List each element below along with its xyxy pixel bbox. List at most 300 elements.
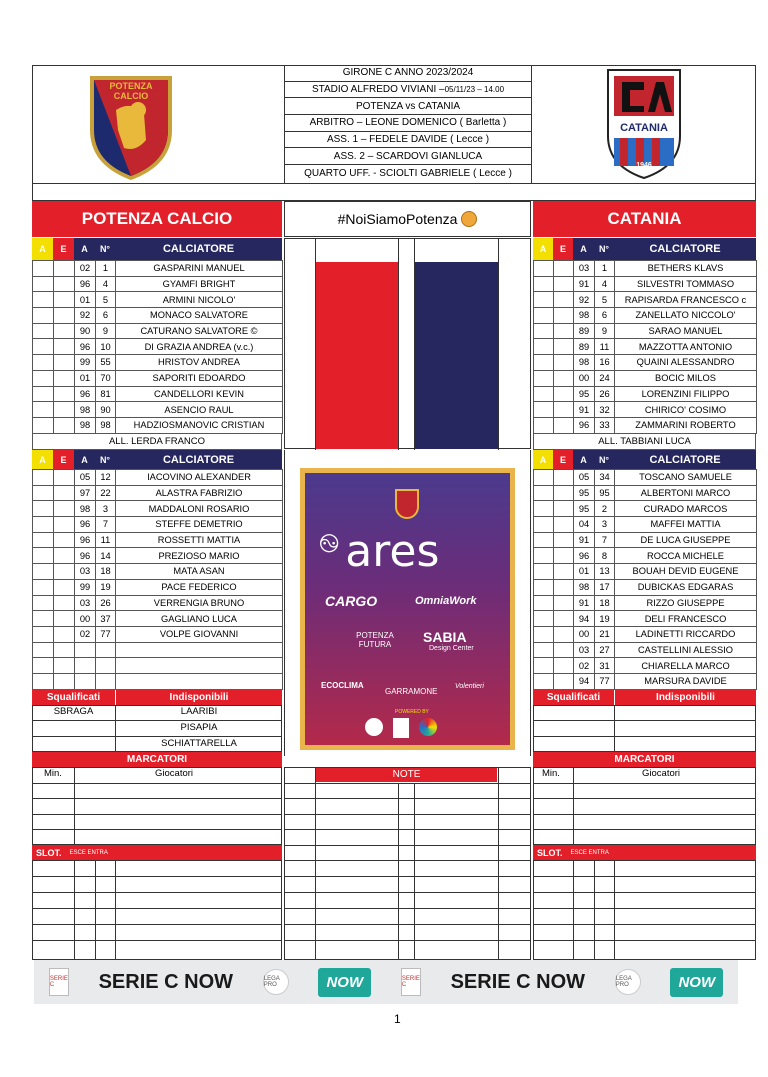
home-indisponibili-header: Indisponibili xyxy=(116,689,282,705)
birth-year-cell: 95 xyxy=(574,501,595,517)
player-name-cell: DELI FRANCESCO xyxy=(615,611,757,627)
ares-text: ares xyxy=(345,525,440,577)
birth-year-cell: 03 xyxy=(75,564,96,580)
birth-year-cell: 98 xyxy=(75,402,96,418)
shirt-number-cell xyxy=(96,673,116,689)
shirt-number-cell: 12 xyxy=(96,470,116,486)
birth-year-cell: 02 xyxy=(75,626,96,642)
yellow-card-cell xyxy=(33,470,54,486)
yellow-card-cell xyxy=(33,595,54,611)
home-sub-col-a: A xyxy=(74,450,95,469)
expulsion-cell xyxy=(554,626,574,642)
expulsion-cell xyxy=(554,386,574,402)
home-sub-col-n: N° xyxy=(95,450,115,469)
home-col-e: E xyxy=(53,238,74,260)
birth-year-cell: 91 xyxy=(574,532,595,548)
birth-year-cell: 89 xyxy=(574,339,595,355)
spiral-icon: ࿊ xyxy=(319,527,340,558)
yellow-card-cell xyxy=(534,370,554,386)
home-starters-table xyxy=(32,260,283,434)
expulsion-cell xyxy=(54,548,75,564)
birth-year-cell: 96 xyxy=(75,548,96,564)
player-name-cell: ALASTRA FABRIZIO xyxy=(116,485,283,501)
expulsion-cell xyxy=(54,642,75,658)
birth-year-cell: 99 xyxy=(75,579,96,595)
shirt-number-cell: 37 xyxy=(96,611,116,627)
home-team-title: POTENZA CALCIO xyxy=(32,201,282,237)
banner-item-1 xyxy=(34,960,386,1004)
away-sub-col-n: N° xyxy=(594,450,614,469)
birth-year-cell: 96 xyxy=(75,386,96,402)
yellow-card-cell xyxy=(534,642,554,658)
birth-year-cell: 05 xyxy=(75,470,96,486)
note-header: NOTE xyxy=(316,767,497,782)
birth-year-cell: 96 xyxy=(75,339,96,355)
expulsion-cell xyxy=(54,339,75,355)
player-name-cell: CANDELLORI KEVIN xyxy=(116,386,283,402)
now-logo-1: NOW xyxy=(318,968,371,997)
shirt-number-cell: 9 xyxy=(595,323,615,339)
yellow-card-cell xyxy=(33,485,54,501)
yellow-card-cell xyxy=(33,339,54,355)
shirt-number-cell: 70 xyxy=(96,370,116,386)
shirt-number-cell: 2 xyxy=(595,501,615,517)
birth-year-cell: 96 xyxy=(75,532,96,548)
birth-year-cell: 96 xyxy=(574,548,595,564)
player-name-cell: DI GRAZIA ANDREA (v.c.) xyxy=(116,339,283,355)
birth-year-cell: 97 xyxy=(75,485,96,501)
shirt-number-cell: 5 xyxy=(595,292,615,308)
yellow-card-cell xyxy=(33,323,54,339)
expulsion-cell xyxy=(54,292,75,308)
yellow-card-cell xyxy=(33,355,54,371)
away-slot-label: SLOT. xyxy=(537,847,563,858)
away-slot-box xyxy=(533,860,756,960)
home-slot-header xyxy=(32,845,282,860)
shirt-number-cell: 18 xyxy=(595,595,615,611)
player-name-cell: QUAINI ALESSANDRO xyxy=(615,355,757,371)
away-col-a: A xyxy=(573,238,594,260)
birth-year-cell: 01 xyxy=(574,564,595,580)
shirt-number-cell: 13 xyxy=(595,564,615,580)
yellow-card-cell xyxy=(33,611,54,627)
yellow-card-cell xyxy=(33,308,54,324)
birth-year-cell: 03 xyxy=(75,595,96,611)
yellow-card-cell xyxy=(534,548,554,564)
away-sub-col-a-yellow: A xyxy=(533,450,553,469)
shirt-number-cell: 32 xyxy=(595,402,615,418)
home-col-n: N° xyxy=(95,238,115,260)
away-color-bar xyxy=(415,262,498,449)
middle-lineup-grid xyxy=(284,238,531,449)
shirt-number-cell: 34 xyxy=(595,470,615,486)
yellow-card-cell xyxy=(33,417,54,433)
away-starters-row xyxy=(534,323,757,339)
home-subs-row xyxy=(33,579,283,595)
player-name-cell: ARMINI NICOLO' xyxy=(116,292,283,308)
yellow-card-cell xyxy=(33,532,54,548)
home-starters-row xyxy=(33,292,283,308)
player-name-cell: PREZIOSO MARIO xyxy=(116,548,283,564)
expulsion-cell xyxy=(54,595,75,611)
birth-year-cell: 00 xyxy=(75,611,96,627)
away-starters-row xyxy=(534,339,757,355)
home-subs-row xyxy=(33,485,283,501)
away-unavailable-box xyxy=(533,705,756,752)
home-color-bar xyxy=(316,262,398,449)
away-subs-row xyxy=(534,642,757,658)
expulsion-cell xyxy=(554,370,574,386)
expulsion-cell xyxy=(554,595,574,611)
shirt-number-cell: 7 xyxy=(96,517,116,533)
expulsion-cell xyxy=(54,355,75,371)
info-assistant-2: ASS. 2 – SCARDOVI GIANLUCA xyxy=(285,148,531,165)
expulsion-cell xyxy=(54,501,75,517)
player-name-cell: ZAMMARINI ROBERTO xyxy=(615,417,757,433)
expulsion-cell xyxy=(554,501,574,517)
birth-year-cell xyxy=(75,642,96,658)
birth-year-cell: 92 xyxy=(574,292,595,308)
away-subs-row xyxy=(534,532,757,548)
yellow-card-cell xyxy=(534,470,554,486)
shirt-number-cell: 4 xyxy=(96,276,116,292)
home-starters-row xyxy=(33,339,283,355)
yellow-card-cell xyxy=(534,673,554,689)
yellow-card-cell xyxy=(33,292,54,308)
expulsion-cell xyxy=(54,485,75,501)
player-name-cell: DUBICKAS EDGARAS xyxy=(615,579,757,595)
expulsion-cell xyxy=(554,355,574,371)
home-min-label: Min. xyxy=(44,768,62,779)
home-team-logo xyxy=(86,70,176,182)
away-subs-table xyxy=(533,469,757,690)
yellow-card-cell xyxy=(534,564,554,580)
shirt-number-cell: 6 xyxy=(595,308,615,324)
player-name-cell: ROSSETTI MATTIA xyxy=(116,532,283,548)
yellow-card-cell xyxy=(33,579,54,595)
away-starters-row xyxy=(534,417,757,433)
expulsion-cell xyxy=(554,517,574,533)
away-starters-table xyxy=(533,260,757,434)
shirt-number-cell: 17 xyxy=(595,579,615,595)
birth-year-cell xyxy=(75,658,96,674)
home-logo-text: POTENZA CALCIO xyxy=(109,81,153,101)
away-starters-row xyxy=(534,308,757,324)
birth-year-cell: 99 xyxy=(75,355,96,371)
yellow-card-cell xyxy=(33,402,54,418)
player-name-cell: SILVESTRI TOMMASO xyxy=(615,276,757,292)
away-subs-row xyxy=(534,517,757,533)
yellow-card-cell xyxy=(33,517,54,533)
expulsion-cell xyxy=(554,323,574,339)
home-subs-row xyxy=(33,626,283,642)
expulsion-cell xyxy=(54,323,75,339)
shirt-number-cell: 22 xyxy=(96,485,116,501)
match-info xyxy=(285,65,531,182)
yellow-card-cell xyxy=(33,642,54,658)
away-slot-header xyxy=(533,845,756,860)
banner-item-2 xyxy=(386,960,738,1004)
cargo-logo: CARGO xyxy=(325,593,378,609)
shirt-number-cell: 7 xyxy=(595,532,615,548)
player-name-cell: ZANELLATO NICCOLO' xyxy=(615,308,757,324)
home-subs-row xyxy=(33,564,283,580)
away-logo-text: CATANIA xyxy=(620,122,668,134)
expulsion-cell xyxy=(554,673,574,689)
yellow-card-cell xyxy=(33,658,54,674)
info-girone: GIRONE C ANNO 2023/2024 xyxy=(285,65,531,82)
birth-year-cell: 98 xyxy=(75,501,96,517)
home-squalificato-1: SBRAGA xyxy=(53,706,94,717)
yellow-card-cell xyxy=(534,532,554,548)
player-name-cell: LADINETTI RICCARDO xyxy=(615,626,757,642)
home-slot-box xyxy=(32,860,282,960)
away-starters-row xyxy=(534,292,757,308)
away-subs-row xyxy=(534,548,757,564)
home-starters-row xyxy=(33,370,283,386)
away-subs-row xyxy=(534,579,757,595)
date-time: 05/11/23 – 14.00 xyxy=(444,85,505,95)
yellow-card-cell xyxy=(534,323,554,339)
expulsion-cell xyxy=(554,564,574,580)
away-col-a-yellow: A xyxy=(533,238,553,260)
home-subs-row xyxy=(33,548,283,564)
home-sub-col-player: CALCIATORE xyxy=(115,450,282,469)
expulsion-cell xyxy=(554,402,574,418)
shirt-number-cell: 16 xyxy=(595,355,615,371)
away-starters-row xyxy=(534,261,757,277)
player-name-cell: MONACO SALVATORE xyxy=(116,308,283,324)
home-subs-row xyxy=(33,532,283,548)
home-starters-row xyxy=(33,308,283,324)
yellow-card-cell xyxy=(534,292,554,308)
birth-year-cell: 89 xyxy=(574,323,595,339)
expulsion-cell xyxy=(54,276,75,292)
away-col-e: E xyxy=(553,238,573,260)
birth-year-cell: 02 xyxy=(574,658,595,674)
yellow-card-cell xyxy=(534,501,554,517)
yellow-card-cell xyxy=(534,386,554,402)
expulsion-cell xyxy=(554,292,574,308)
expulsion-cell xyxy=(554,276,574,292)
player-name-cell: MATA ASAN xyxy=(116,564,283,580)
away-subs-row xyxy=(534,658,757,674)
expulsion-cell xyxy=(554,485,574,501)
player-name-cell xyxy=(116,673,283,689)
player-name-cell: CHIRICO' COSIMO xyxy=(615,402,757,418)
birth-year-cell: 01 xyxy=(75,292,96,308)
yellow-card-cell xyxy=(33,548,54,564)
stadium-text: STADIO ALFREDO VIVIANI – xyxy=(311,84,445,96)
yellow-card-cell xyxy=(534,485,554,501)
home-subs-row xyxy=(33,501,283,517)
away-subs-row xyxy=(534,470,757,486)
lega-pro-logo-icon-2: LEGA PRO xyxy=(615,969,641,995)
yellow-card-cell xyxy=(33,626,54,642)
birth-year-cell: 01 xyxy=(75,370,96,386)
away-starters-row xyxy=(534,402,757,418)
home-col-a: A xyxy=(74,238,95,260)
home-subs-row xyxy=(33,642,283,658)
player-name-cell: SAPORITI EDOARDO xyxy=(116,370,283,386)
yellow-card-cell xyxy=(534,276,554,292)
sabia-logo: SABIA xyxy=(423,629,467,645)
shirt-number-cell: 4 xyxy=(595,276,615,292)
shirt-number-cell: 90 xyxy=(96,402,116,418)
home-slot-label: SLOT. xyxy=(36,847,62,858)
shirt-number-cell: 11 xyxy=(595,339,615,355)
away-marcatori-header: MARCATORI xyxy=(533,752,756,767)
player-name-cell: DE LUCA GIUSEPPE xyxy=(615,532,757,548)
expulsion-cell xyxy=(54,517,75,533)
away-team-logo xyxy=(604,66,684,181)
serie-c-logo-icon: SERIE C xyxy=(49,968,69,996)
hashtag: #NoiSiamoPotenza xyxy=(337,211,458,227)
shirt-number-cell: 1 xyxy=(595,261,615,277)
yellow-card-cell xyxy=(534,611,554,627)
shirt-number-cell: 98 xyxy=(96,417,116,433)
home-col-player: CALCIATORE xyxy=(115,238,282,260)
away-subs-row xyxy=(534,595,757,611)
player-name-cell: ASENCIO RAUL xyxy=(116,402,283,418)
home-sub-col-e: E xyxy=(53,450,74,469)
away-giocatori-label: Giocatori xyxy=(642,768,681,779)
home-sub-col-a-yellow: A xyxy=(32,450,53,469)
yellow-card-cell xyxy=(33,673,54,689)
birth-year-cell: 03 xyxy=(574,261,595,277)
player-name-cell: GYAMFI BRIGHT xyxy=(116,276,283,292)
away-subs-row xyxy=(534,611,757,627)
player-name-cell: BETHERS KLAVS xyxy=(615,261,757,277)
player-name-cell: MAFFEI MATTIA xyxy=(615,517,757,533)
expulsion-cell xyxy=(54,658,75,674)
powered-by: POWERED BY xyxy=(395,709,429,715)
away-indisponibili-header: Indisponibili xyxy=(615,689,756,705)
yellow-card-cell xyxy=(534,658,554,674)
expulsion-cell xyxy=(54,402,75,418)
home-starters-row xyxy=(33,323,283,339)
yellow-card-cell xyxy=(33,261,54,277)
expulsion-cell xyxy=(54,370,75,386)
yellow-card-cell xyxy=(33,276,54,292)
home-subs-row xyxy=(33,595,283,611)
info-referee: ARBITRO – LEONE DOMENICO ( Barletta ) xyxy=(285,115,531,132)
away-starters-row xyxy=(534,386,757,402)
away-subs-row xyxy=(534,564,757,580)
yellow-card-cell xyxy=(534,308,554,324)
expulsion-cell xyxy=(554,470,574,486)
hashtag-box xyxy=(284,201,531,237)
yellow-card-cell xyxy=(534,402,554,418)
player-name-cell: BOCIC MILOS xyxy=(615,370,757,386)
shirt-number-cell: 21 xyxy=(595,626,615,642)
birth-year-cell: 94 xyxy=(574,673,595,689)
home-subs-row xyxy=(33,673,283,689)
shirt-number-cell: 14 xyxy=(96,548,116,564)
info-fourth-official: QUARTO UFF. - SCIOLTI GABRIELE ( Lecce ) xyxy=(304,167,512,179)
expulsion-cell xyxy=(54,673,75,689)
away-starters-row xyxy=(534,355,757,371)
player-name-cell: MARSURA DAVIDE xyxy=(615,673,757,689)
shirt-number-cell: 18 xyxy=(96,564,116,580)
expulsion-cell xyxy=(554,611,574,627)
shirt-number-cell xyxy=(96,642,116,658)
player-name-cell: CASTELLINI ALESSIO xyxy=(615,642,757,658)
expulsion-cell xyxy=(54,417,75,433)
yellow-card-cell xyxy=(534,517,554,533)
expulsion-cell xyxy=(54,308,75,324)
home-subs-row xyxy=(33,611,283,627)
birth-year-cell: 91 xyxy=(574,402,595,418)
page-number: 1 xyxy=(394,1012,401,1026)
birth-year-cell: 94 xyxy=(574,611,595,627)
banner-text-2: SERIE C NOW xyxy=(450,970,586,993)
yellow-card-cell xyxy=(534,339,554,355)
note-grid xyxy=(284,767,531,960)
yellow-card-cell xyxy=(33,564,54,580)
player-name-cell: CATURANO SALVATORE © xyxy=(116,323,283,339)
expulsion-cell xyxy=(554,261,574,277)
birth-year-cell: 95 xyxy=(574,485,595,501)
yellow-card-cell xyxy=(33,386,54,402)
yellow-card-cell xyxy=(33,501,54,517)
player-name-cell: HRISTOV ANDREA xyxy=(116,355,283,371)
shirt-number-cell: 27 xyxy=(595,642,615,658)
shirt-number-cell: 10 xyxy=(96,339,116,355)
shirt-number-cell: 33 xyxy=(595,417,615,433)
player-name-cell: IACOVINO ALEXANDER xyxy=(116,470,283,486)
player-name-cell: GAGLIANO LUCA xyxy=(116,611,283,627)
player-name-cell: BOUAH DEVID EUGENE xyxy=(615,564,757,580)
away-squalificati-header: Squalificati xyxy=(533,689,614,705)
yellow-card-cell xyxy=(33,370,54,386)
spacer-row xyxy=(32,183,756,201)
expulsion-cell xyxy=(54,261,75,277)
away-sub-col-e: E xyxy=(553,450,573,469)
birth-year-cell: 96 xyxy=(75,276,96,292)
lion-emoji-icon xyxy=(461,211,477,227)
shirt-number-cell: 24 xyxy=(595,370,615,386)
away-team-title: CATANIA xyxy=(533,201,756,237)
player-name-cell: VOLPE GIOVANNI xyxy=(116,626,283,642)
player-name-cell: SARAO MANUEL xyxy=(615,323,757,339)
player-name-cell: RIZZO GIUSEPPE xyxy=(615,595,757,611)
away-subs-row xyxy=(534,501,757,517)
info-match: POTENZA vs CATANIA xyxy=(285,98,531,115)
serie-c-logo-icon-2: SERIE C xyxy=(401,968,421,996)
player-name-cell: MADDALONI ROSARIO xyxy=(116,501,283,517)
banner-text-1: SERIE C NOW xyxy=(98,970,234,993)
expulsion-cell xyxy=(54,626,75,642)
away-starters-row xyxy=(534,276,757,292)
birth-year-cell: 95 xyxy=(574,386,595,402)
away-coach: ALL. TABBIANI LUCA xyxy=(533,434,756,450)
shirt-number-cell: 77 xyxy=(595,673,615,689)
expulsion-cell xyxy=(554,658,574,674)
player-name-cell: VERRENGIA BRUNO xyxy=(116,595,283,611)
player-name-cell: HADZIOSMANOVIC CRISTIAN xyxy=(116,417,283,433)
player-name-cell: PACE FEDERICO xyxy=(116,579,283,595)
player-name-cell: TOSCANO SAMUELE xyxy=(615,470,757,486)
birth-year-cell: 02 xyxy=(75,261,96,277)
away-subs-row xyxy=(534,673,757,689)
home-starters-row xyxy=(33,417,283,433)
expulsion-cell xyxy=(54,386,75,402)
shirt-number-cell: 26 xyxy=(595,386,615,402)
birth-year-cell: 03 xyxy=(574,642,595,658)
shirt-number-cell: 55 xyxy=(96,355,116,371)
middle-subs-grid xyxy=(284,450,531,756)
